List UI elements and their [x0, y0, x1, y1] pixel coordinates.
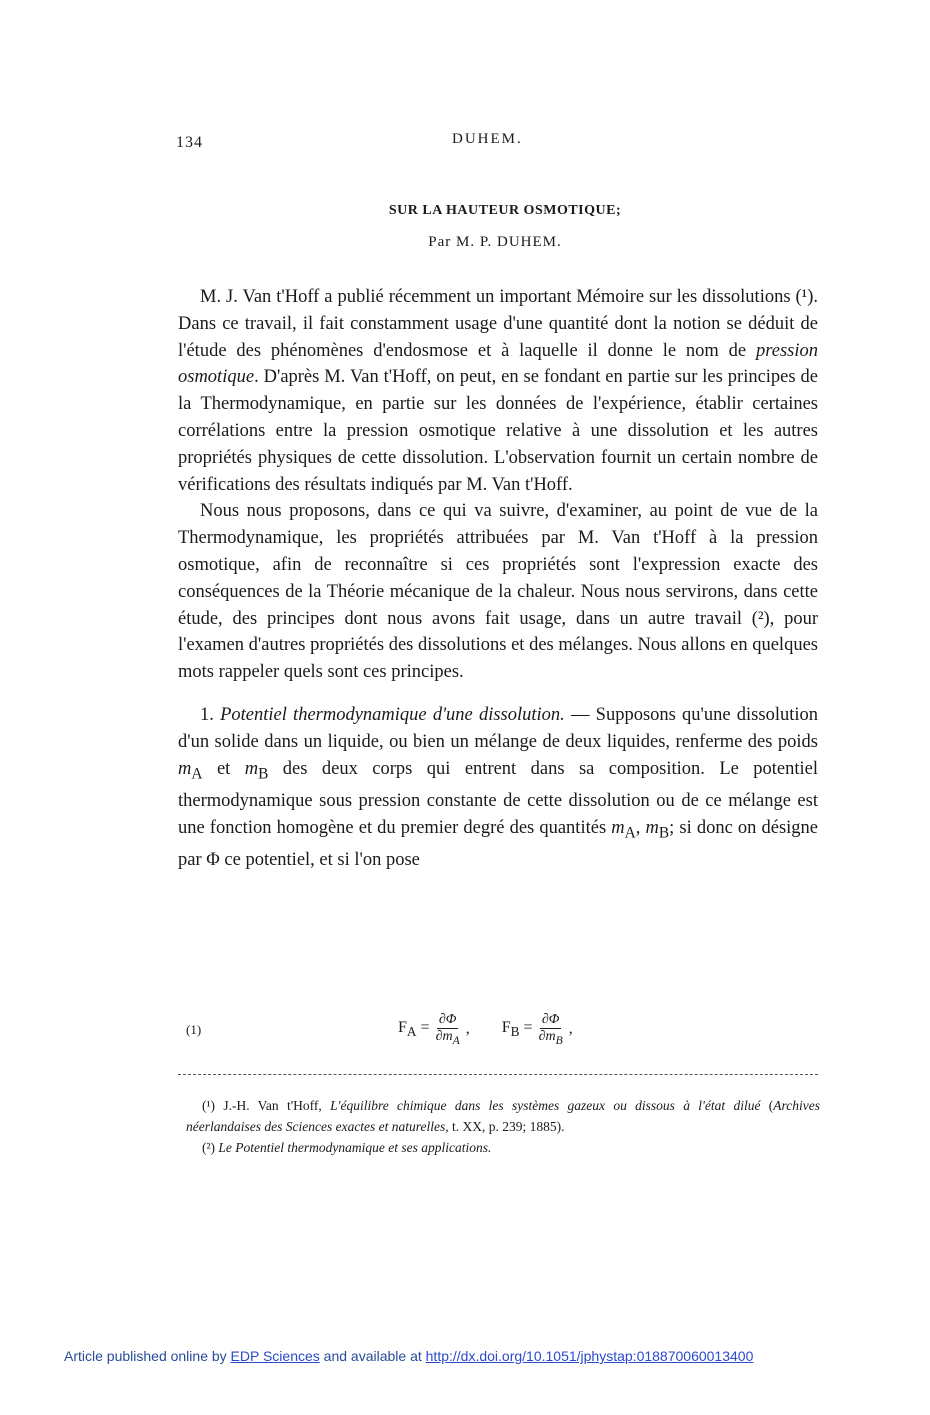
text: — Supposons qu'une dissolution d'un solide dans un liquide, ou bien un mélange de deux liquides, renferme des poids [178, 704, 818, 752]
footnote-rule [178, 1074, 818, 1075]
math-sub: B [658, 824, 670, 842]
footer-middle: and available at [319, 1348, 426, 1364]
page-number: 134 [176, 134, 203, 151]
section-number: 1. [200, 704, 221, 725]
text: ; si donc on désigne par Φ ce potentiel, et si l'on pose [178, 817, 819, 871]
math: m [645, 817, 659, 838]
section-heading: Potentiel thermodynamique d'une dissolution. [220, 704, 565, 725]
article-title: SUR LA HAUTEUR OSMOTIQUE; [388, 203, 622, 218]
text: M. J. Van t'Hoff a publié récemment un important Mémoire sur les dissolutions (¹). Dans ce travail, il fait constamment usage d'une quantité dont la notion se déduit de l'étude des phénomènes d'endosmose et à laquelle il donne le nom de [178, 287, 818, 361]
eq-end: , [568, 1020, 573, 1038]
eq-lhs: $F_B$ = [501, 1018, 533, 1039]
body-text [178, 284, 818, 874]
running-head: DUHEM. [452, 131, 523, 147]
byline: Par M. P. DUHEM. [428, 234, 562, 250]
paragraph: Nous nous proposons, dans ce qui va suivre, d'examiner, au point de vue de la Thermodynamique, les propriétés attribuées par M. Van t'Hoff à la pression osmotique, afin de reconnaître si ces propriétés sont l'expression exacte des conséquences de la Théorie mécanique de la chaleur. Nous nous servirons, dans cette étude, des principes dont nous avons fait usage, dans un autre travail (²), pour l'examen d'autres propriétés des dissolutions et des mélanges. Nous allons en quelques mots rappeler quels sont ces principes. [178, 501, 818, 683]
equation-expression [398, 1012, 573, 1047]
text: . D'après M. Van t'Hoff, on peut, en se fondant en partie sur les principes de la Thermodynamique, en partie sur les données de l'expérience, établir certaines corrélations entre la pression osmotique relative à une dissolution et les autres propriétés physiques de cette dissolution. L'observation fournit un certain nombre de vérifications des résultats indiqués par M. Van t'Hoff. [178, 367, 818, 495]
eq-lhs: $F_A$ = [398, 1018, 430, 1039]
text: des deux corps qui entrent dans sa composition. Le potentiel thermodynamique sous pression constante de cette dissolution ou de ce mélange est une fonction homogène et du premier degré des quantités [178, 758, 818, 838]
math-sub: A [624, 824, 636, 842]
fraction [539, 1012, 563, 1047]
math: m [611, 817, 625, 838]
math-sub: B [258, 765, 269, 783]
eq-separator: , [465, 1020, 470, 1038]
paragraph [178, 284, 818, 498]
footer-prefix: Article published online by [64, 1348, 231, 1364]
doi-link[interactable]: http://dx.doi.org/10.1051/jphystap:018870060013400 [425, 1348, 754, 1364]
denominator: $\partial m_B$ [538, 1029, 563, 1047]
fraction [436, 1012, 460, 1047]
text: , [635, 817, 646, 838]
numerator: ∂Φ [438, 1012, 457, 1027]
equation-number: (1) [186, 1022, 202, 1037]
footnote: (²) Le Potentiel thermodynamique et ses applications. [202, 1140, 492, 1155]
text: et [202, 758, 245, 779]
emphasis: pression osmotique [178, 340, 818, 388]
equation [178, 1012, 818, 1052]
section-paragraph [178, 702, 818, 874]
footnote: (¹) J.-H. Van t'Hoff, L'équilibre chimique dans les systèmes gazeux ou dissous à l'état dilué (Archives néerlandaises des Sciences exactes et naturelles, t. XX, p. 239; 1885). [186, 1098, 821, 1134]
math-sub: A [191, 765, 203, 783]
math: m [178, 758, 192, 779]
math: m [244, 758, 259, 779]
denominator: $\partial m_A$ [435, 1029, 460, 1047]
publisher-link[interactable]: EDP Sciences [230, 1348, 320, 1364]
numerator: ∂Φ [541, 1012, 560, 1027]
footnotes [186, 1095, 820, 1158]
footer-attribution [64, 1348, 753, 1364]
